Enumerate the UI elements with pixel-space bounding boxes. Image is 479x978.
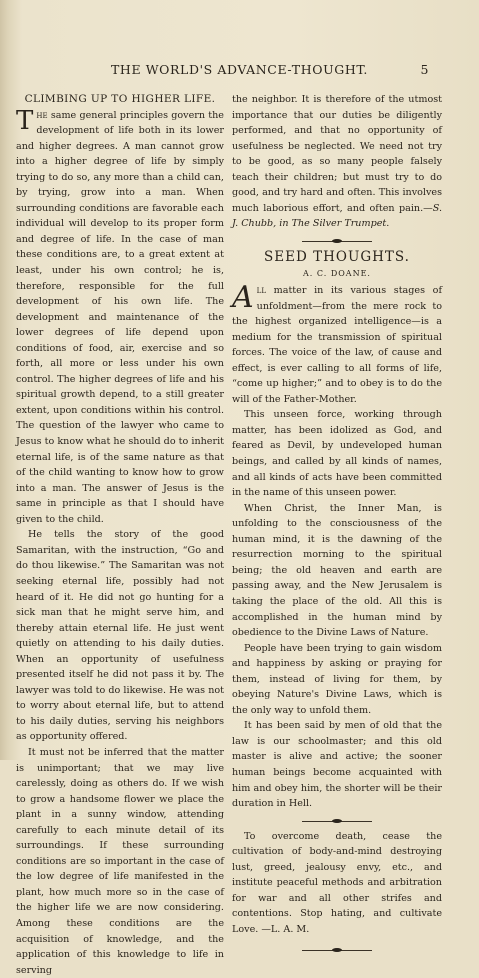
article-paragraph (232, 280, 442, 407)
paragraph-text: same general principles govern the development of life both in its lower and higher degrees. A man cannot grow into a higher degree of life by simply trying to do so, any more than a child can, by trying, grow into a man. When surrounding conditions are favorable each individual will develop to its proper form and degree of life. In the case of man these conditions are, to a great extent at least, under his own control; he is, therefore, responsible for the full development of his own life. The development and maintenance of the lower degrees of life depend upon conditions of food, air, exercise and so forth, all more or less under his own control. The higher degrees of life and his spiritual growth depend, to a still greater extent, upon conditions within his control. The question of the lawyer who came to Jesus to know what he should do to inherit eternal life, is of the same nature as that of the child wanting to know how to grow into a man. The answer of Jesus is the same in principle as that I should have given to the child. (16, 109, 224, 525)
article-author: A. C. DOANE. (303, 269, 371, 279)
left-column (16, 92, 224, 978)
drop-cap: A (232, 280, 254, 316)
running-header (0, 62, 479, 80)
paragraph-text: matter in its various stages of unfoldment—from the mere rock to the highest organized intelligence—is a medium for the transmission of spiritual forces. The voice of the law, of cause and effect, is ever calling to all forms of life, “come up higher;” and to obey is to do the will of the Father-Mother. (232, 285, 442, 405)
right-column (232, 92, 442, 958)
running-title: THE WORLD'S ADVANCE-THOUGHT. (111, 62, 368, 77)
section-divider (302, 818, 372, 825)
article-paragraph-continued (232, 92, 442, 232)
paragraph-text: the neighbor. It is therefore of the utmost importance that our duties be diligently performed, and that no opportunity of usefulness be neglected. We need not try to be good, as so many people falsely teach their children; but must try to do good, and try hard and often. This involves much laborious effort, and often pain.— (232, 94, 442, 214)
section-divider (302, 238, 372, 245)
article-title-climbing: CLIMBING UP TO HIGHER LIFE. (24, 93, 216, 105)
article-paragraph: When Christ, the Inner Man, is unfolding to the consciousness of the human mind, it is the dawning of the resurrection morning to the spiritual being; the old heaven and earth are passing away, and the New Jerusalem is taking the place of the old. All this is accomplished in the human mind by obedience to the Divine Laws of Nature. (232, 502, 442, 639)
lead-word: he (36, 109, 48, 121)
section-divider (302, 947, 372, 954)
article-paragraph: It must not be inferred that the matter is unimportant; that we may live carelessly, doing as others do. If we wish to grow a handsome flower we place the plant in a sunny window, attending carefully to each minute detail of its surroundings. If these surrounding conditions are so important in the case of the low degree of life manifested in the plant, how much more so in the case of the higher life we are now considering. Among these conditions are the acquisition of knowledge, and the application of this knowledge to life in serving (16, 746, 224, 976)
lead-word: ll (256, 285, 266, 297)
article-paragraph: This unseen force, working through matter, has been idolized as God, and feared as Devil, by undeveloped human beings, and called by all kinds of names, and all kinds of acts have been committed in the name of this unseen power. (232, 409, 442, 499)
article-paragraph: People have been trying to gain wisdom and happiness by asking or praying for them, instead of living for them, by obeying Nature's Divine Laws, which is the only way to unfold them. (232, 642, 442, 716)
page-number: 5 (420, 62, 429, 77)
citation: S. J. Chubb, in The Silver Trumpet. (232, 202, 442, 230)
article-paragraph (16, 105, 224, 528)
article-paragraph: To overcome death, cease the cultivation of body-and-mind destroying lust, greed, jealousy envy, etc., and institute peaceful methods and arbitration for war and all other strifes and contentions. Stop hating, and cultivate Love. —L. A. M. (232, 830, 442, 935)
article-paragraph: It has been said by men of old that the law is our schoolmaster; and this old master is alive and active; the sooner human beings become acquainted with him and obey him, the shorter will be their duration in Hell. (232, 720, 442, 810)
article-paragraph: He tells the story of the good Samaritan, with the instruction, “Go and do thou likewise.” The Samaritan was not seeking eternal life, possibly had not heard of it. He did not go hunting for a sick man that he might serve him, and thereby attain eternal life. He just went quietly on attending to his daily duties. When an opportunity of usefulness presented itself he did not pass it by. The lawyer was told to do likewise. He was not to worry about eternal life, but to attend to his daily duties, serving his neighbors as opportunity offered. (16, 529, 224, 743)
drop-cap: T (16, 105, 34, 136)
article-title-seed: SEED THOUGHTS. (264, 248, 410, 265)
